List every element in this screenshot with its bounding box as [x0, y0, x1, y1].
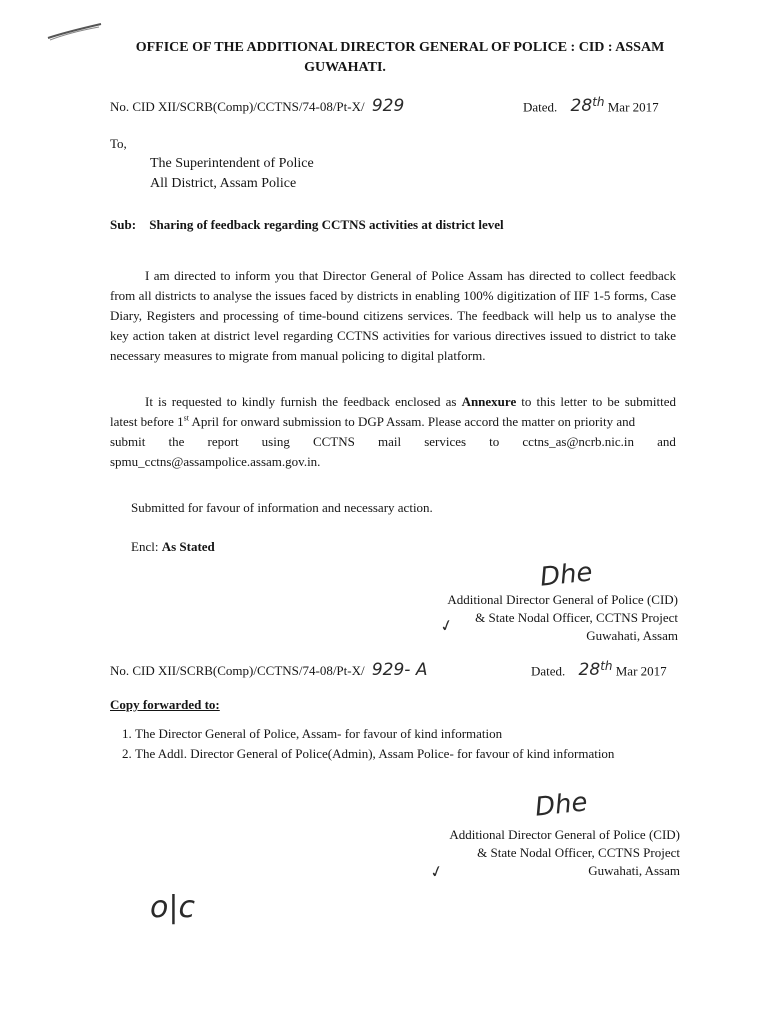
copy-forwarded-heading: Copy forwarded to: — [110, 697, 220, 712]
signature-2: Dhe — [533, 787, 589, 823]
body-paragraph-2-line-3: submit the report using CCTNS mail services to cctns_as@ncrb.nic.in and — [110, 432, 676, 452]
to-label: To, — [110, 136, 127, 151]
body-paragraph-1: I am directed to inform you that Director General of Police Assam has directed to collect feedback from all districts to analyse the issues faced by districts in enabling 100% digitization of IIF 1-5 forms, Case Diary, Registers and processing of time-bound citizens services. The feedback will help us to analyse the key action taken at district level regarding CCTNS activities for various directives issued to district to take necessary measures to migrate from manual policing to digital platform. — [110, 268, 676, 363]
subject-line: Sub: Sharing of feedback regarding CCTNS activities at district level — [110, 217, 504, 232]
signature-block-1: Additional Director General of Police (CID) & State Nodal Officer, CCTNS Project Guwahati, Assam — [447, 592, 678, 643]
signature-block-2: Additional Director General of Police (CID) & State Nodal Officer, CCTNS Project Guwahati, Assam — [449, 827, 680, 878]
handwritten-oc-note: o|c — [150, 890, 195, 925]
email-assampolice: spmu_cctns@assampolice.assam.gov.in. — [110, 454, 321, 469]
handwritten-ref: 929 — [371, 96, 405, 116]
handwritten-copy-ref: 929- A — [371, 660, 428, 680]
body-paragraph-2: It is requested to kindly furnish the feedback enclosed as Annexure to this letter to be submitted latest before 1st April for onward submission to DGP Assam. Please accord the matter on priority and — [110, 394, 676, 429]
submitted-line: Submitted for favour of information and necessary action. — [131, 500, 433, 515]
reference-number: No. CID XII/SCRB(Comp)/CCTNS/74-08/Pt-X/ 929 — [110, 96, 405, 116]
email-ncrb: cctns_as@ncrb.nic.in — [522, 434, 635, 449]
enclosure-line: Encl: As Stated — [131, 539, 215, 554]
subject-text: Sharing of feedback regarding CCTNS activities at district level — [149, 217, 504, 232]
copy-reference-number: No. CID XII/SCRB(Comp)/CCTNS/74-08/Pt-X/ 929- A — [110, 660, 428, 680]
tick-mark-1: ✓ — [437, 614, 456, 637]
annexure-text: Annexure — [461, 394, 517, 409]
tick-mark-2: ✓ — [427, 860, 446, 883]
copy-list — [110, 724, 715, 764]
signature-1: Dhe — [538, 557, 594, 593]
recipient-line-1: The Superintendent of Police — [150, 156, 314, 171]
recipient-line-2: All District, Assam Police — [150, 176, 297, 191]
list-item: 1. The Director General of Police, Assam- for favour of kind information — [135, 724, 715, 744]
handwritten-date-day: 28 — [570, 96, 593, 117]
dated-field: Dated. 28th Mar 2017 — [523, 95, 659, 117]
office-location: GUWAHATI. — [304, 60, 386, 75]
office-heading: OFFICE OF THE ADDITIONAL DIRECTOR GENERAL OF POLICE : CID : ASSAM — [135, 40, 665, 55]
copy-dated-field: Dated. 28th Mar 2017 — [531, 659, 667, 681]
list-item: 2. The Addl. Director General of Police(Admin), Assam Police- for favour of kind information — [135, 744, 715, 764]
